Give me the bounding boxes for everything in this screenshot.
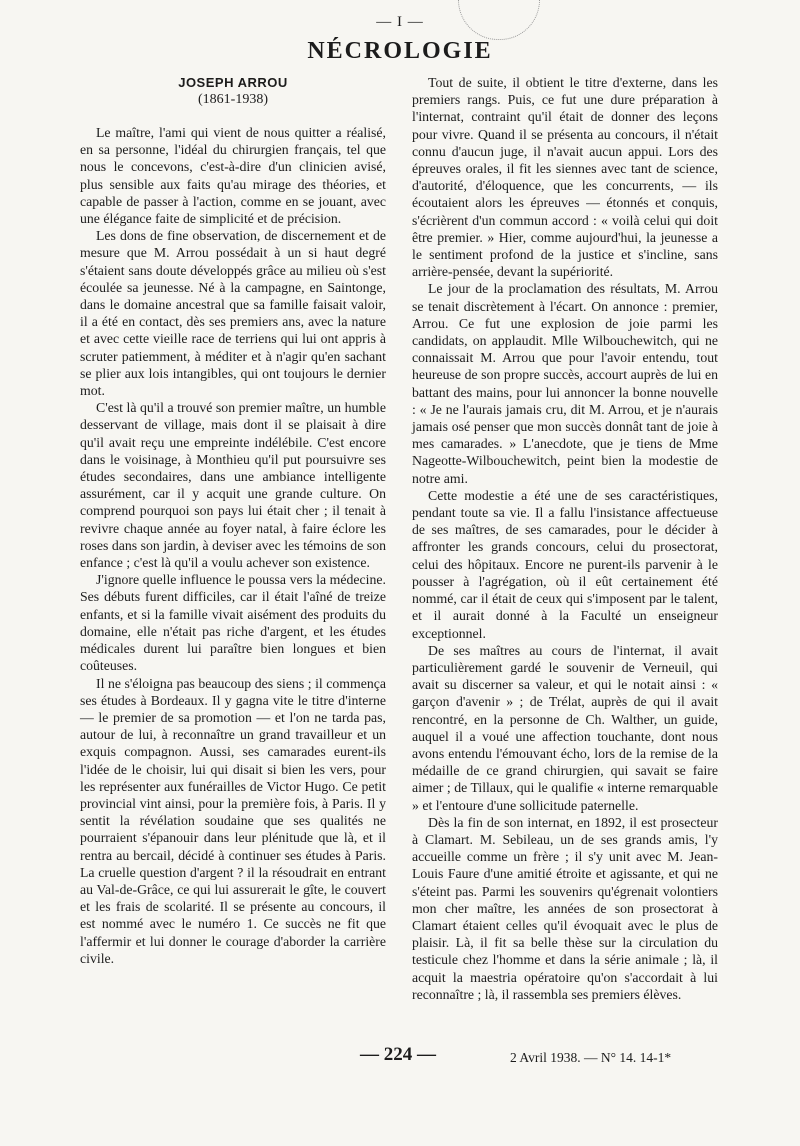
article-paragraph: Le jour de la proclamation des résultats, M. Arrou se tenait discrètement à l'écart. On annonce : premier, Arrou. Ce fut une explosion de joie parmi les candidats, on applaudit. Mlle Wilbouchewitch, qui ne connaissait M. Arrou que pour l'avoir entendu, tout heureuse de son propre succès, accourt auprès de lui en battant des mains, pour lui annoncer la bonne nouvelle : « Je ne l'aurais jamais cru, dit M. Arrou, et je n'aurais jamais osé penser que mon succès donnât tant de joie à mes camarades. » L'anecdote, que je tiens de Mme Nageotte-Wilbouchewitch, peint bien la modestie de notre ami. xyxy=(412,281,718,486)
article-paragraph: Il ne s'éloigna pas beaucoup des siens ; il commença ses études à Bordeaux. Il y gagna vite le titre d'interne — le premier de sa promotion — et l'on ne tarda pas, autour de lui, à reconnaître un grand travailleur et un exquis compagnon. Aussi, ses camarades eurent-ils l'idée de le choisir, lui qui disait si bien les vers, pour les représenter aux funérailles de Victor Hugo. Ce petit provincial vint ainsi, pour la première fois, à Paris. Il y sentit la révélation soudaine que ses qualités ne pourraient s'épanouir dans leur plénitude que là, et il rentra au bercail, décidé à continuer ses études à Paris. La cruelle question d'argent ? il la résoudrait en entrant au Val-de-Grâce, ce qui lui assurerait le gîte, le couvert et les frais de scolarité. Il se présente au concours, il est nommé avec le numéro 1. Ce succès ne fit que l'affermir et lui donner le courage d'aborder la carrière civile. xyxy=(80,675,386,966)
page-footer xyxy=(0,1044,800,1074)
left-column xyxy=(80,74,386,967)
right-paragraphs xyxy=(412,74,718,1003)
article-paragraph: Le maître, l'ami qui vient de nous quitter a réalisé, en sa personne, l'idéal du chirurgien français, tel que nous le concevons, c'est-à-dire d'un clinicien avisé, plus sensible aux faits qu'au mirage des théories, et capable de passer à l'action, comme en se jouant, avec une élégance faite de simplicité et de précision. xyxy=(80,125,386,227)
author-dates: (1861-1938) xyxy=(198,92,268,107)
right-column xyxy=(412,74,718,1003)
article-paragraph: Cette modestie a été une de ses caractéristiques, pendant toute sa vie. Il a fallu l'insistance affectueuse de ses maîtres, de ses camarades, pour le décider à affronter les grands concours, celui du prosectorat, celui des hôpitaux. Encore ne purent-ils parvenir à le pousser à l'agrégation, où il eût certainement été nommé, car il était de ceux qui s'imposent par le talent, et il aurait donné à la Faculté un enseigneur exceptionnel. xyxy=(412,487,718,641)
left-paragraphs xyxy=(80,124,386,967)
article-paragraph: C'est là qu'il a trouvé son premier maître, un humble desservant de village, mais dont il se plaisait à dire qu'il avait reçu une empreinte indélébile. C'est encore dans le voisinage, à Monthieu qu'il put poursuivre ses études secondaires, dans une ambiance intelligente assurément, car il y acquit une grande culture. On comprend pourquoi son pays lui était cher ; il tenait à revivre chaque année au foyer natal, à faire éclore les roses dans son jardin, à deviser avec les témoins de son enfance ; c'est là qu'il a voulu achever son existence. xyxy=(80,400,386,571)
article-paragraph: Tout de suite, il obtient le titre d'externe, dans les premiers rangs. Puis, ce fut une dure préparation à l'internat, contraint qu'il était de donner des leçons pour vivre. Quand il se présenta au concours, il n'était connu d'aucun juge, il n'avait aucun appui. Lors des épreuves orales, il fit les siennes avec tant de science, d'autorité, d'éloquence, que les concurrents, — ils écoutaient alors les épreuves — étonnés et conquis, s'écrièrent d'un commun accord : « voilà celui qui doit être premier. » Hier, comme aujourd'hui, la jeunesse a le sentiment profond de la justice et s'incline, sans arrière-pensée, devant la supériorité. xyxy=(412,75,718,280)
page-roman-numeral: — I — xyxy=(376,14,424,30)
author-name: JOSEPH ARROU xyxy=(178,75,288,90)
article-paragraph: J'ignore quelle influence le poussa vers la médecine. Ses débuts furent difficiles, car il était l'aîné de treize enfants, et si la famille vivait aisément des produits du domaine, elle n'était pas riche d'argent, et les études médicales durent lui paraître bien longues et bien coûteuses. xyxy=(80,572,386,674)
article-paragraph: De ses maîtres au cours de l'internat, il avait particulièrement gardé le souvenir de Verneuil, qui avait su discerner sa valeur, et qui le notait ainsi : « garçon d'avenir » ; de Trélat, auprès de qui il avait rencontré, en la personne de Ch. Walther, un guide, auquel il a voué une affection touchante, dont nous avons entendu l'émouvant écho, lors de la remise de la médaille de ce grand chirurgien, qui savait se faire aimer ; de Tillaux, qui le qualifie « interne remarquable » et l'entoure d'une sollicitude paternelle. xyxy=(412,642,718,813)
section-title: NÉCROLOGIE xyxy=(307,38,493,64)
library-stamp xyxy=(458,0,540,40)
page-number: — 224 — xyxy=(360,1044,436,1065)
article-paragraph: Les dons de fine observation, de discernement et de mesure que M. Arrou possédait à un si haut degré s'étaient sans doute développés grâce au milieu où s'est écoulée sa jeunesse. Né à la campagne, en Saintonge, dans le domaine ancestral que sa famille faisait valoir, il a été en contact, dès ses premiers ans, avec la nature et avec cette vieille race de terriens qui lui ont appris à scruter patiemment, à méditer et à n'agir qu'en sachant se plier aux lois intangibles, qui ont toujours le dernier mot. xyxy=(80,228,386,399)
issue-info: 2 Avril 1938. — N° 14. 14-1* xyxy=(510,1050,672,1065)
article-paragraph: Dès la fin de son internat, en 1892, il est prosecteur à Clamart. M. Sebileau, un de ses grands amis, l'y accueille comme un frère ; il s'y unit avec M. Jean-Louis Faure d'une amitié étroite et agissante, et qui ne s'éteint pas. Parmi les souvenirs qu'égrenait volontiers mon cher maître, les années de son prosectorat à Clamart étaient celles qu'il évoquait avec le plus de plaisir. Là, il fit sa belle thèse sur la circulation du testicule chez l'homme et dans la série animale ; là, il acquit la maestria opératoire qu'on s'accordait à lui reconnaître ; là, il rassembla ses premiers élèves. xyxy=(412,814,718,1002)
